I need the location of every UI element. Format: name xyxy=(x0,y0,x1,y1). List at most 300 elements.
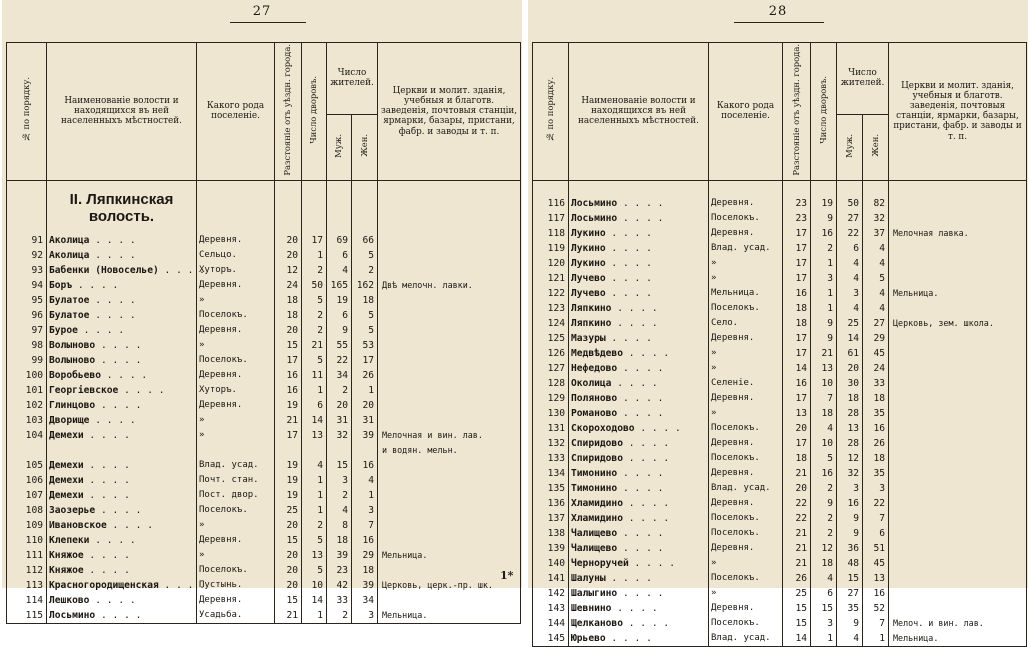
yards-count xyxy=(302,338,327,353)
yards-count-text: 10 xyxy=(311,579,323,591)
section-title-line1: II. Ляпкинская xyxy=(69,190,174,208)
row-number xyxy=(533,406,569,421)
distance-value xyxy=(783,256,811,271)
yards-count-text: 2 xyxy=(827,242,833,254)
male-count xyxy=(327,548,352,563)
female-count xyxy=(863,316,889,331)
institutions-note-text: Мельница. xyxy=(382,549,428,560)
distance-value-text: 25 xyxy=(286,504,298,516)
female-count-text: 20 xyxy=(362,399,375,411)
distance-value xyxy=(275,608,302,624)
distance-value-text: 17 xyxy=(795,332,807,344)
settlement-name xyxy=(47,323,197,338)
institutions-note-text: Мельница. xyxy=(893,632,939,643)
institutions-note xyxy=(889,301,1027,316)
female-count-text: 82 xyxy=(873,197,886,209)
yards-count xyxy=(811,421,837,436)
female-count-text: 2 xyxy=(368,264,375,276)
table-row xyxy=(533,556,1027,571)
header-notes: Церкви и молит. зданія, учебныя и благотв. заведенія, почтовыя станціи, ярмарки, базары, пристани, фабр. и заводы и т. п. xyxy=(378,43,521,181)
institutions-note xyxy=(889,271,1027,286)
leader-dots: . . . . xyxy=(622,497,670,509)
yards-count xyxy=(811,196,837,211)
female-count xyxy=(863,616,889,631)
header-male: Муж. xyxy=(837,114,863,180)
female-count xyxy=(863,301,889,316)
male-count xyxy=(327,263,352,278)
female-count xyxy=(352,563,378,578)
row-number xyxy=(533,556,569,571)
male-count xyxy=(837,211,863,226)
distance-value xyxy=(275,353,302,368)
female-count xyxy=(863,256,889,271)
institutions-note xyxy=(378,518,521,533)
table-row xyxy=(533,316,1027,331)
leader-dots: . . . . xyxy=(617,212,664,224)
settlement-name xyxy=(47,308,197,323)
yards-count-text: 21 xyxy=(311,339,323,351)
institutions-note xyxy=(889,511,1027,526)
institutions-note xyxy=(378,413,521,428)
leader-dots: . . . . xyxy=(611,317,658,329)
settlement-type xyxy=(709,541,783,556)
female-count-text: 3 xyxy=(368,609,375,621)
yards-count-text: 9 xyxy=(827,497,833,509)
row-number xyxy=(533,586,569,601)
yards-count xyxy=(302,518,327,533)
institutions-note xyxy=(378,488,521,503)
settlement-type-text: Влад. усад. xyxy=(711,242,771,253)
male-count xyxy=(837,346,863,361)
leader-dots: . . . . xyxy=(106,519,153,531)
settlements-table xyxy=(532,42,1027,647)
row-number-text: 109 xyxy=(25,519,43,531)
female-count-text: 33 xyxy=(873,377,886,389)
settlement-type-text: Деревня. xyxy=(711,437,755,448)
settlement-name-text: Демехи xyxy=(49,474,84,486)
male-count xyxy=(327,428,352,443)
yards-count xyxy=(302,458,327,473)
settlement-name-text: Околица xyxy=(571,377,612,389)
female-count xyxy=(863,511,889,526)
yards-count xyxy=(811,571,837,586)
settlement-type xyxy=(709,346,783,361)
female-count xyxy=(863,481,889,496)
row-number xyxy=(533,196,569,211)
yards-count-text: 19 xyxy=(821,197,833,209)
section-title xyxy=(47,180,197,233)
male-count-text: 15 xyxy=(336,459,348,471)
female-count xyxy=(352,518,378,533)
distance-value xyxy=(275,278,302,293)
settlement-name-text: Чалищево xyxy=(571,527,618,539)
distance-value xyxy=(783,196,811,211)
yards-count-text: 5 xyxy=(317,534,323,546)
institutions-note xyxy=(378,368,521,383)
leader-dots: . . . . xyxy=(605,272,652,284)
distance-value-text: 23 xyxy=(795,197,807,209)
yards-count-text: 2 xyxy=(827,527,833,539)
settlement-type xyxy=(197,293,275,308)
female-count xyxy=(863,631,889,647)
female-count-text: 5 xyxy=(368,324,375,336)
distance-value xyxy=(783,481,811,496)
settlement-type xyxy=(197,563,275,578)
settlement-type xyxy=(709,316,783,331)
settlement-type xyxy=(197,383,275,398)
settlement-type-text: » xyxy=(711,362,717,373)
distance-value xyxy=(783,226,811,241)
distance-value-text: 18 xyxy=(795,302,807,314)
yards-count xyxy=(302,383,327,398)
row-number-text: 95 xyxy=(31,294,43,306)
leader-dots: . . . . xyxy=(605,227,652,239)
male-count-text: 14 xyxy=(847,332,859,344)
yards-count-text: 1 xyxy=(827,632,833,644)
yards-count xyxy=(302,533,327,548)
leader-dots: . . . . xyxy=(628,557,675,569)
leader-dots: . . . . xyxy=(617,362,664,374)
female-count xyxy=(352,413,378,428)
settlement-type-text: Поселокъ. xyxy=(199,354,248,365)
leader-dots: . . . . xyxy=(617,407,664,419)
row-number-text: 114 xyxy=(25,594,43,606)
distance-value-text: 16 xyxy=(286,369,298,381)
yards-count xyxy=(302,548,327,563)
distance-value xyxy=(783,526,811,541)
distance-value xyxy=(275,593,302,608)
yards-count-text: 18 xyxy=(821,557,833,569)
female-count xyxy=(352,428,378,443)
yards-count-text: 10 xyxy=(821,437,833,449)
table-row xyxy=(7,593,521,608)
settlement-type xyxy=(709,481,783,496)
yards-count xyxy=(302,428,327,443)
institutions-note xyxy=(889,406,1027,421)
row-number-text: 135 xyxy=(547,482,565,494)
row-number xyxy=(533,466,569,481)
yards-count-text: 50 xyxy=(311,279,323,291)
settlement-name xyxy=(47,473,197,488)
male-count xyxy=(837,421,863,436)
female-count xyxy=(863,556,889,571)
settlement-type-text: Деревня. xyxy=(711,332,755,343)
leader-dots: . . . . xyxy=(617,542,664,554)
distance-value xyxy=(783,301,811,316)
female-count xyxy=(863,586,889,601)
settlement-type-text: Поселокъ. xyxy=(711,572,760,583)
leader-dots: . . . . xyxy=(622,347,670,359)
distance-value-text: 18 xyxy=(795,317,807,329)
table-row xyxy=(7,398,521,413)
settlement-type-text: » xyxy=(711,587,717,598)
male-count-text: 18 xyxy=(336,534,348,546)
settlement-type xyxy=(709,391,783,406)
male-count-text: 18 xyxy=(847,392,859,404)
distance-value-text: 12 xyxy=(286,264,298,276)
institutions-note xyxy=(889,346,1027,361)
row-number xyxy=(7,428,47,443)
female-count-text: 52 xyxy=(873,602,886,614)
row-number xyxy=(7,233,47,248)
distance-value-text: 18 xyxy=(795,452,807,464)
settlement-name-text: Аколица xyxy=(49,249,90,261)
leader-dots: . . . . xyxy=(118,384,165,396)
female-count-text: 4 xyxy=(879,287,886,299)
settlement-name-text: Спиридово xyxy=(571,437,623,449)
distance-value xyxy=(275,578,302,593)
male-count-text: 19 xyxy=(336,294,348,306)
male-count xyxy=(327,518,352,533)
female-count-text: 39 xyxy=(362,429,375,441)
male-count-text: 2 xyxy=(342,384,348,396)
male-count xyxy=(837,586,863,601)
yards-count-text: 6 xyxy=(827,587,833,599)
settlement-name-text: Булатое xyxy=(49,294,90,306)
row-number xyxy=(7,398,47,413)
distance-value xyxy=(783,271,811,286)
distance-value-text: 17 xyxy=(795,347,807,359)
female-count-text: 31 xyxy=(362,414,375,426)
settlement-name-text: Заозерье xyxy=(49,504,96,516)
male-count-text: 25 xyxy=(847,317,859,329)
distance-value xyxy=(275,248,302,263)
female-count-text: 16 xyxy=(362,459,375,471)
settlement-name xyxy=(569,571,709,586)
yards-count-text: 2 xyxy=(317,264,323,276)
settlement-type xyxy=(709,631,783,647)
male-count-text: 22 xyxy=(847,227,859,239)
distance-value-text: 18 xyxy=(286,294,298,306)
row-number-text: 122 xyxy=(547,287,565,299)
header-residents: Число жителей. xyxy=(327,43,378,115)
settlement-type-text: Поселокъ. xyxy=(199,309,248,320)
row-number xyxy=(7,338,47,353)
row-number xyxy=(533,226,569,241)
settlement-type xyxy=(709,616,783,631)
header-name: Наименованіе волости и находящихся въ ней населенныхъ мѣстностей. xyxy=(569,43,709,181)
settlement-type xyxy=(197,308,275,323)
settlement-type xyxy=(197,368,275,383)
row-number-text: 126 xyxy=(547,347,565,359)
row-number-text: 98 xyxy=(31,339,43,351)
settlement-type xyxy=(197,503,275,518)
male-count-text: 33 xyxy=(336,594,348,606)
settlement-type-text: Деревня. xyxy=(199,534,243,545)
institutions-note-text: Мелоч. и вин. лав. xyxy=(893,617,984,628)
male-count-text: 3 xyxy=(853,287,859,299)
row-number-text: 123 xyxy=(547,302,565,314)
settlement-type-text: » xyxy=(199,519,205,530)
institutions-note xyxy=(889,211,1027,226)
yards-count xyxy=(811,541,837,556)
distance-value-text: 15 xyxy=(795,602,807,614)
distance-value-text: 21 xyxy=(286,609,298,621)
female-count-text: 4 xyxy=(879,257,886,269)
row-number xyxy=(7,413,47,428)
table-row xyxy=(533,286,1027,301)
settlement-type xyxy=(709,331,783,346)
yards-count-text: 1 xyxy=(317,504,323,516)
settlement-name-text: Романово xyxy=(571,407,618,419)
institutions-note xyxy=(378,278,521,293)
row-number-text: 143 xyxy=(547,602,565,614)
settlement-name xyxy=(569,421,709,436)
settlement-name-text: Ляпкино xyxy=(571,302,612,314)
distance-value-text: 15 xyxy=(286,594,298,606)
table-row xyxy=(533,631,1027,647)
settlement-name xyxy=(569,331,709,346)
male-count xyxy=(837,526,863,541)
header-distance: Разстояніе отъ уѣздн. города. xyxy=(275,43,302,181)
distance-value-text: 20 xyxy=(286,579,298,591)
row-number-text: 132 xyxy=(547,437,565,449)
distance-value xyxy=(275,473,302,488)
row-number-text: 100 xyxy=(25,369,43,381)
settlement-type-text: Деревня. xyxy=(711,602,755,613)
female-count-text: 22 xyxy=(873,497,886,509)
row-number xyxy=(533,631,569,647)
distance-value-text: 20 xyxy=(286,519,298,531)
female-count xyxy=(352,323,378,338)
female-count xyxy=(352,608,378,624)
distance-value xyxy=(275,233,302,248)
male-count-text: 50 xyxy=(847,197,859,209)
settlement-name xyxy=(569,286,709,301)
distance-value-text: 17 xyxy=(795,392,807,404)
settlement-name-text: Волыново xyxy=(49,339,96,351)
leader-dots: . . . . xyxy=(611,377,658,389)
row-number xyxy=(533,616,569,631)
female-count xyxy=(352,308,378,323)
male-count xyxy=(837,301,863,316)
distance-value-text: 14 xyxy=(795,362,807,374)
male-count-text: 27 xyxy=(847,587,859,599)
settlement-type xyxy=(197,578,275,593)
institutions-note xyxy=(889,376,1027,391)
female-count xyxy=(863,271,889,286)
male-count-text: 55 xyxy=(336,339,348,351)
leader-dots: . . . . xyxy=(89,594,136,606)
row-number-text: 141 xyxy=(547,572,565,584)
section-title-line2: волость. xyxy=(88,207,155,225)
leader-dots: . . . . xyxy=(89,309,136,321)
settlement-name-text: Спиридово xyxy=(571,452,623,464)
table-row xyxy=(533,511,1027,526)
female-count-text: 4 xyxy=(368,474,375,486)
male-count-text: 61 xyxy=(847,347,859,359)
institutions-note xyxy=(378,398,521,413)
institutions-note xyxy=(378,428,521,443)
settlement-name xyxy=(569,271,709,286)
row-number xyxy=(7,533,47,548)
distance-value xyxy=(783,466,811,481)
settlement-name xyxy=(47,458,197,473)
male-count xyxy=(837,451,863,466)
settlement-type-text: Хуторъ. xyxy=(199,384,237,395)
male-count xyxy=(837,481,863,496)
settlement-type-text: Влад. усад. xyxy=(711,482,771,493)
male-count-text: 4 xyxy=(853,257,859,269)
male-count-text: 3 xyxy=(342,474,348,486)
male-count-text: 9 xyxy=(853,527,859,539)
header-type: Какого рода поселеніе. xyxy=(197,43,275,181)
settlement-type-text: Поселокъ. xyxy=(199,504,248,515)
distance-value-text: 20 xyxy=(286,249,298,261)
distance-value xyxy=(275,548,302,563)
yards-count xyxy=(302,503,327,518)
table-row xyxy=(7,608,521,624)
table-row xyxy=(7,548,521,563)
header-yards: Число дворовъ. xyxy=(811,43,837,181)
table-row xyxy=(7,533,521,548)
male-count-text: 30 xyxy=(847,377,859,389)
table-row xyxy=(533,346,1027,361)
table-row xyxy=(7,293,521,308)
distance-value xyxy=(783,361,811,376)
female-count-text: 1 xyxy=(368,384,375,396)
yards-count-text: 3 xyxy=(827,617,833,629)
distance-value xyxy=(783,346,811,361)
institutions-note xyxy=(889,286,1027,301)
yards-count-text: 1 xyxy=(827,287,833,299)
leader-dots: . . . . xyxy=(622,617,670,629)
yards-count-text: 1 xyxy=(827,257,833,269)
female-count xyxy=(352,488,378,503)
row-number-text: 102 xyxy=(25,399,43,411)
leader-dots: . . . . xyxy=(83,459,130,471)
table-row xyxy=(7,458,521,473)
settlement-type xyxy=(197,608,275,624)
male-count xyxy=(837,571,863,586)
settlement-name xyxy=(569,241,709,256)
male-count xyxy=(327,383,352,398)
settlement-type xyxy=(709,256,783,271)
row-number xyxy=(533,331,569,346)
row-number xyxy=(533,481,569,496)
row-number xyxy=(7,548,47,563)
male-count-text: 69 xyxy=(336,234,348,246)
row-number xyxy=(7,383,47,398)
settlement-name xyxy=(569,376,709,391)
settlement-type xyxy=(197,398,275,413)
settlement-name-text: Нефедово xyxy=(571,362,618,374)
settlement-type-text: » xyxy=(711,347,717,358)
table-row xyxy=(7,413,521,428)
male-count xyxy=(837,601,863,616)
distance-value-text: 24 xyxy=(286,279,298,291)
yards-count xyxy=(811,481,837,496)
settlement-type xyxy=(709,361,783,376)
distance-value-text: 22 xyxy=(795,512,807,524)
yards-count xyxy=(811,346,837,361)
row-number-text: 107 xyxy=(25,489,43,501)
row-number xyxy=(533,361,569,376)
yards-count xyxy=(811,361,837,376)
settlement-name xyxy=(47,488,197,503)
yards-count xyxy=(302,248,327,263)
yards-count xyxy=(811,211,837,226)
row-number-text: 133 xyxy=(547,452,565,464)
male-count xyxy=(327,233,352,248)
settlement-type xyxy=(709,406,783,421)
settlement-type xyxy=(197,428,275,443)
yards-count xyxy=(302,398,327,413)
male-count xyxy=(837,616,863,631)
female-count-text: 16 xyxy=(873,422,886,434)
row-number xyxy=(533,346,569,361)
institutions-note xyxy=(889,256,1027,271)
